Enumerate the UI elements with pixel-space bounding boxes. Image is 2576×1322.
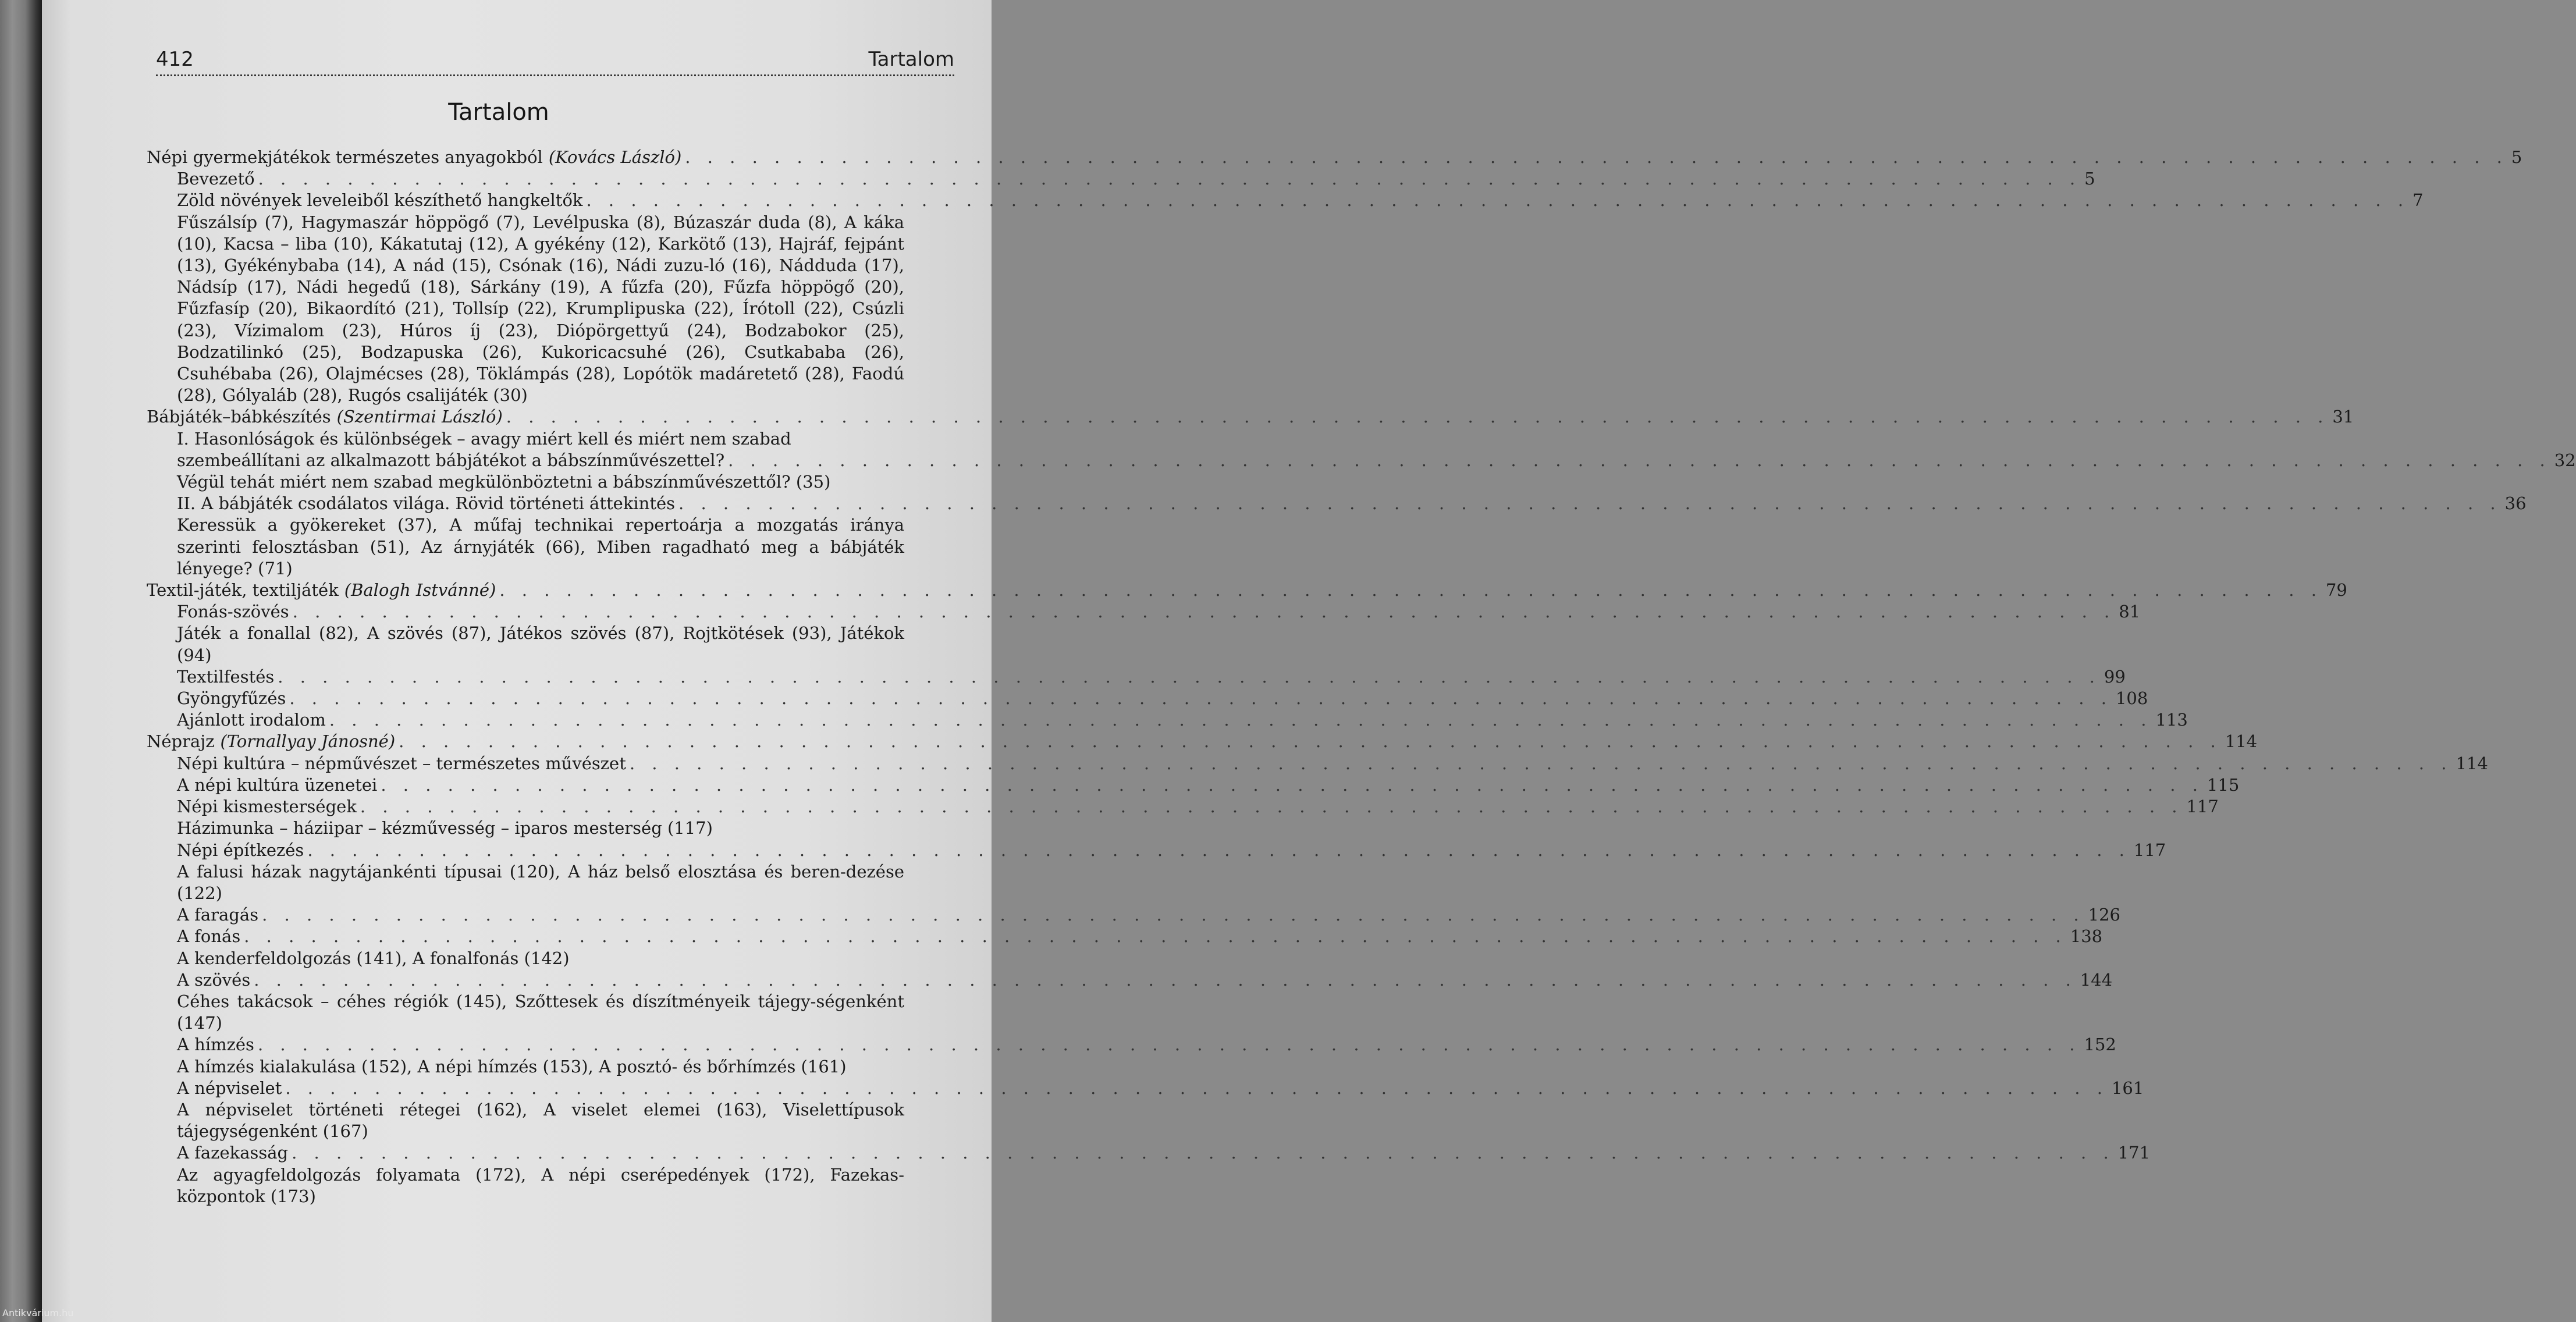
leader-dots — [262, 904, 2085, 926]
book-page — [42, 0, 2576, 1322]
toc-page-number: 32 — [2554, 450, 2576, 470]
leader-dots — [293, 601, 2116, 623]
toc-page-number: 115 — [2207, 774, 2240, 795]
toc-entry — [177, 926, 2103, 947]
toc-entry — [177, 904, 2121, 926]
page-number: 412 — [156, 48, 194, 71]
table-of-contents — [147, 147, 2576, 1207]
toc-entry-title: A fonás — [177, 926, 241, 947]
running-header — [156, 42, 954, 76]
toc-subitems: Fűszálsíp (7), Hagymaszár höppögő (7), Levélpuska (8), Búzaszár duda (8), A káka (10), Kacsa – liba (10), Kákatutaj (12), A gyékény (12), Karkötő (13), Hajráf, fejpánt (13), Gyékénybaba (14), A nád (15), Csónak (16), Nádi zuzu-ló (16), Nádduda (17), Nádsíp (17), Nádi hegedű (18), Sárkány (19), A fűzfa (20), Fűzfa höppögő (20), Fűzfasíp (20), Bikaordító (21), Tollsíp (22), Krumplipuska (22), Írótoll (22), Csúzli (23), Vízimalom (23), Húros íj (23), Diópörgettyű (24), Bodzabokor (25), Bodzatilinkó (25), Bodzapuska (26), Kukoricacsuhé (26), Csutkababa (26), Csuhébaba (26), Olajmécses (28), Töklámpás (28), Lopótök madáretető (28), Faodú (28), Gólyaláb (28), Rugós csalijáték (30) — [177, 212, 904, 406]
toc-entry — [177, 1142, 2151, 1164]
toc-page-number: 108 — [2115, 688, 2148, 709]
toc-subitems: Céhes takácsok – céhes régiók (145), Szőttesek és díszítményeik tájegy-ségenként (147) — [177, 991, 904, 1033]
toc-page-number: 152 — [2084, 1035, 2116, 1055]
toc-entry — [177, 709, 2188, 731]
toc-entry-title: Ajánlott irodalom — [177, 710, 326, 730]
toc-entry-title: Népi kultúra – népművészet – természetes művészet — [177, 753, 626, 773]
toc-entry — [177, 753, 2488, 774]
toc-entry-title: szembeállítani az alkalmazott bábjátékot a bábszínművészettel? — [177, 450, 725, 470]
toc-entry-title: Fonás-szövés — [177, 602, 289, 622]
toc-entry-title: Bevezető — [177, 169, 255, 189]
leader-dots — [254, 969, 2077, 991]
toc-entry-title: A szövés — [177, 969, 251, 990]
toc-entry-title: A faragás — [177, 905, 259, 925]
toc-section — [147, 731, 2258, 752]
watermark: Antikvárium.hu — [2, 1307, 74, 1319]
toc-section-title: Népi gyermekjátékok természetes anyagokból — [147, 147, 543, 167]
toc-page-number: 36 — [2504, 493, 2527, 514]
toc-entry-title: A fazekasság — [177, 1143, 289, 1163]
toc-subitems: Házimunka – háziipar – kézművesség – iparos mesterség (117) — [177, 818, 713, 838]
toc-section-title: Néprajz — [147, 731, 215, 752]
toc-section-author: (Szentirmai László) — [336, 407, 503, 427]
leader-dots — [244, 926, 2067, 947]
toc-page-number: 138 — [2070, 926, 2103, 947]
leader-dots — [586, 190, 2409, 211]
toc-page-number: 79 — [2325, 580, 2347, 600]
leader-dots — [685, 147, 2508, 168]
leader-dots — [360, 796, 2183, 818]
toc-page-number: 99 — [2104, 666, 2126, 687]
leader-dots — [258, 1034, 2081, 1056]
toc-page-number: 81 — [2119, 602, 2141, 622]
leader-dots — [728, 450, 2551, 471]
toc-entry-title: Textilfestés — [177, 666, 275, 687]
toc-entry-title: Gyöngyfűzés — [177, 688, 286, 709]
leader-dots — [630, 753, 2453, 774]
toc-subitems: Játék a fonallal (82), A szövés (87), Játékos szövés (87), Rojtkötések (93), Játékok (94) — [177, 623, 904, 665]
toc-entry — [177, 450, 2576, 471]
toc-entry — [177, 190, 2424, 211]
page-title: Tartalom — [448, 99, 549, 126]
toc-page-number: 114 — [2456, 753, 2488, 773]
toc-entry-title-line: I. Hasonlóságok és különbségek – avagy miért kell és miért nem szabad — [177, 428, 791, 449]
toc-page-number: 126 — [2088, 905, 2121, 925]
toc-section — [147, 147, 2522, 168]
toc-page-number: 171 — [2117, 1143, 2151, 1163]
toc-page-number: 161 — [2111, 1078, 2144, 1098]
toc-subitems: A kenderfeldolgozás (141), A fonalfonás (142) — [177, 948, 570, 968]
toc-subitems: A népviselet történeti rétegei (162), A viselet elemei (163), Viselettípusok tájegységenként (167) — [177, 1099, 904, 1142]
toc-entry-title: A népi kultúra üzenetei — [177, 774, 378, 795]
toc-page-number: 113 — [2155, 710, 2188, 730]
leader-dots — [289, 688, 2112, 709]
toc-subitems: A hímzés kialakulása (152), A népi hímzés (153), A posztó- és bőrhímzés (161) — [177, 1056, 847, 1076]
toc-section-author: (Kovács László) — [548, 147, 682, 167]
toc-entry-title: A hímzés — [177, 1035, 254, 1055]
toc-page-number: 7 — [2412, 190, 2424, 211]
toc-page-number: 5 — [2084, 169, 2095, 189]
toc-entry-title: II. A bábjáték csodálatos világa. Rövid történeti áttekintés — [177, 493, 676, 514]
toc-entry — [177, 168, 2095, 190]
toc-entry — [177, 840, 2166, 861]
leader-dots — [381, 774, 2204, 796]
toc-entry-title: Népi építkezés — [177, 840, 304, 860]
toc-entry — [177, 601, 2141, 623]
toc-page-number: 117 — [2133, 840, 2166, 860]
running-head: Tartalom — [868, 48, 954, 71]
leader-dots — [307, 840, 2130, 861]
toc-subitems: Végül tehát miért nem szabad megkülönböztetni a bábszínművészettől? (35) — [177, 472, 831, 492]
leader-dots — [399, 731, 2222, 752]
toc-entry — [177, 969, 2113, 991]
toc-entry — [177, 774, 2240, 796]
toc-subitems: Az agyagfeldolgozás folyamata (172), A népi cserépedények (172), Fazekas-központok (173) — [177, 1164, 904, 1206]
toc-section — [147, 580, 2347, 601]
leader-dots — [678, 493, 2502, 514]
leader-dots — [506, 406, 2329, 428]
toc-section-author: (Tornallyay Jánosné) — [220, 731, 396, 752]
toc-page-number: 144 — [2080, 969, 2113, 990]
toc-entry — [177, 796, 2219, 818]
toc-subitems: Keressük a gyökereket (37), A műfaj technikai repertoárja a mozgatás iránya szerinti felosztásban (51), Az árnyjáték (66), Miben ragadható meg a bábjáték lényege? (71) — [177, 515, 904, 578]
toc-entry — [177, 493, 2527, 514]
toc-entry — [177, 1078, 2144, 1099]
toc-page-number: 114 — [2225, 731, 2258, 752]
toc-page-number: 117 — [2186, 797, 2219, 817]
book-spine — [0, 0, 42, 1322]
toc-section-author: (Balogh Istvánné) — [344, 580, 496, 600]
leader-dots — [329, 709, 2152, 731]
leader-dots — [278, 666, 2101, 688]
toc-section — [147, 406, 2354, 428]
toc-entry — [177, 688, 2148, 709]
toc-entry — [177, 1034, 2116, 1056]
toc-entry-title: A népviselet — [177, 1078, 282, 1098]
leader-dots — [258, 168, 2081, 190]
toc-page-number: 31 — [2332, 407, 2354, 427]
toc-page-number: 5 — [2511, 147, 2522, 167]
toc-section-title: Bábjáték–bábkészítés — [147, 407, 331, 427]
toc-entry-title: Népi kismesterségek — [177, 797, 357, 817]
toc-entry — [177, 666, 2126, 688]
toc-entry-title: Zöld növények leveleiből készíthető hangkeltők — [177, 190, 583, 211]
leader-dots — [292, 1142, 2115, 1164]
toc-subitems: A falusi házak nagytájankénti típusai (120), A ház belső elosztása és beren-dezése (122) — [177, 861, 904, 903]
leader-dots — [285, 1078, 2108, 1099]
toc-section-title: Textil-játék, textiljáték — [147, 580, 339, 600]
leader-dots — [499, 580, 2322, 601]
